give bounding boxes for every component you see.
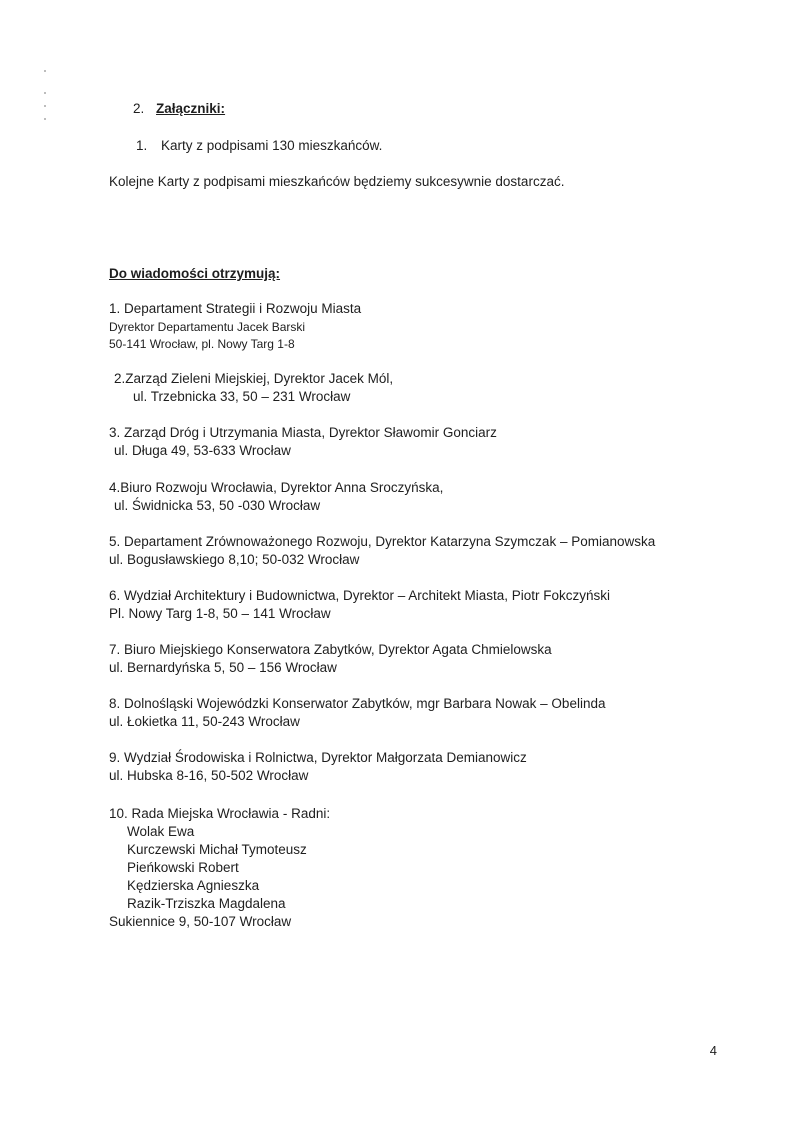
recipient-line: ul. Trzebnicka 33, 50 – 231 Wrocław — [133, 389, 351, 404]
recipient-line: ul. Łokietka 11, 50-243 Wrocław — [109, 714, 300, 729]
recipient-line: 1. Departament Strategii i Rozwoju Miasta — [109, 301, 362, 316]
recipient-line: Pl. Nowy Targ 1-8, 50 – 141 Wrocław — [109, 606, 331, 621]
recipient-line: 10. Rada Miejska Wrocławia - Radni: — [109, 806, 331, 821]
recipients-heading: Do wiadomości otrzymują: — [109, 266, 281, 281]
recipient-line: ul. Hubska 8-16, 50-502 Wrocław — [109, 768, 309, 783]
attachments-note: Kolejne Karty z podpisami mieszkańców będziemy sukcesywnie dostarczać. — [109, 174, 565, 189]
scan-speck — [44, 92, 46, 94]
recipient-line: 3. Zarząd Dróg i Utrzymania Miasta, Dyrektor Sławomir Gonciarz — [109, 425, 497, 440]
recipient-line: 5. Departament Zrównoważonego Rozwoju, Dyrektor Katarzyna Szymczak – Pomianowska — [109, 534, 656, 549]
attachment-item-number: 1. — [136, 138, 148, 153]
recipient-line: 8. Dolnośląski Wojewódzki Konserwator Zabytków, mgr Barbara Nowak – Obelinda — [109, 696, 606, 711]
recipient-line: 2.Zarząd Zieleni Miejskiej, Dyrektor Jacek Mól, — [114, 371, 394, 386]
recipient-line: Dyrektor Departamentu Jacek Barski — [109, 320, 306, 334]
recipient-line: Wolak Ewa — [127, 824, 195, 839]
scan-speck — [44, 105, 46, 107]
attachment-item — [136, 138, 382, 154]
recipient-line: Kurczewski Michał Tymoteusz — [127, 842, 307, 857]
attachments-heading: Załączniki: — [156, 101, 226, 116]
recipient-line: Kędzierska Agnieszka — [127, 878, 260, 893]
recipient-line: 9. Wydział Środowiska i Rolnictwa, Dyrektor Małgorzata Demianowicz — [109, 750, 527, 765]
recipient-line: 7. Biuro Miejskiego Konserwatora Zabytków, Dyrektor Agata Chmielowska — [109, 642, 552, 657]
recipient-line: Sukiennice 9, 50-107 Wrocław — [109, 914, 292, 929]
attachment-item-text: Karty z podpisami 130 mieszkańców. — [161, 138, 383, 153]
recipient-line: 50-141 Wrocław, pl. Nowy Targ 1-8 — [109, 337, 295, 351]
scan-speck — [44, 118, 46, 120]
recipient-line: Pieńkowski Robert — [127, 860, 239, 875]
recipient-line: ul. Długa 49, 53-633 Wrocław — [114, 443, 291, 458]
recipient-line: ul. Bogusławskiego 8,10; 50-032 Wrocław — [109, 552, 360, 567]
scan-speck — [44, 70, 46, 72]
recipient-line: 6. Wydział Architektury i Budownictwa, Dyrektor – Architekt Miasta, Piotr Fokczyński — [109, 588, 611, 603]
attachments-header — [133, 101, 225, 117]
recipient-line: Razik-Trziszka Magdalena — [127, 896, 286, 911]
attachments-number: 2. — [133, 101, 145, 116]
page-number: 4 — [709, 1043, 717, 1058]
recipient-line: ul. Świdnicka 53, 50 -030 Wrocław — [114, 498, 321, 513]
recipient-line: ul. Bernardyńska 5, 50 – 156 Wrocław — [109, 660, 337, 675]
recipient-line: 4.Biuro Rozwoju Wrocławia, Dyrektor Anna Sroczyńska, — [109, 480, 444, 495]
